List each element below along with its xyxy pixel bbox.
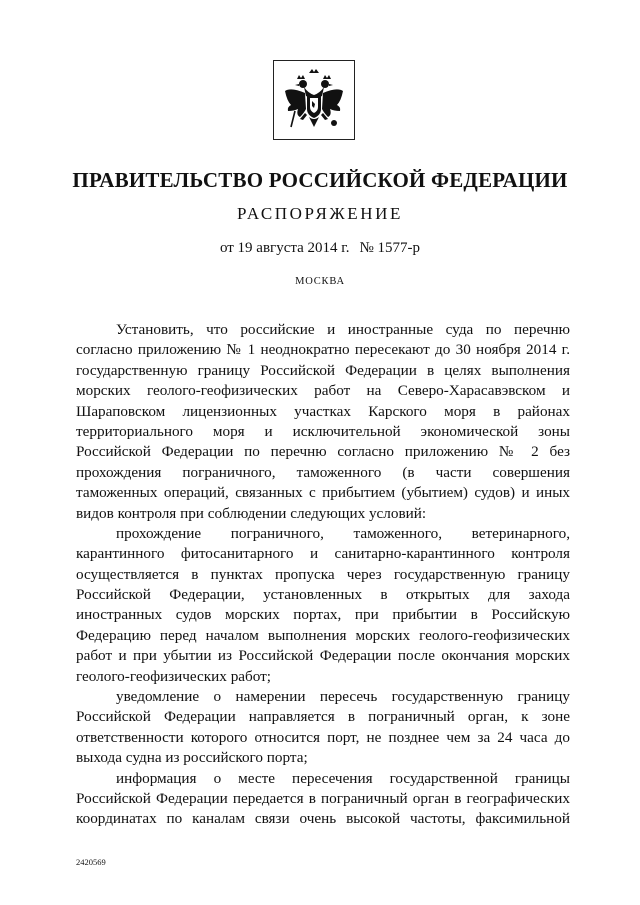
document-date: от 19 августа 2014 г. (219, 240, 350, 256)
body-line: Федерацию перед началом выполнения морских геолого-геофизических (76, 626, 570, 644)
document-code: 2420569 (76, 857, 106, 867)
body-line: Российской Федерации, установленных в открытых для захода (76, 586, 570, 604)
body-line: согласно приложению № 1 неоднократно пересекают до 30 ноября 2014 г. (76, 341, 570, 359)
document-type: РАСПОРЯЖЕНИЕ (236, 204, 404, 223)
body-line: прохождение пограничного, таможенного, ветеринарного, (116, 524, 570, 542)
double-headed-eagle-icon (283, 67, 345, 133)
body-line: работ и при убытии из Российской Федерации после окончания морских (76, 647, 570, 665)
document-number: № 1577-р (359, 240, 421, 256)
coat-of-arms-emblem (273, 60, 355, 140)
body-line: выхода судна из российского порта; (76, 749, 308, 767)
body-line: морских геолого-геофизических работ на Северо-Харасавэвском и (76, 382, 570, 400)
government-title: ПРАВИТЕЛЬСТВО РОССИЙСКОЙ ФЕДЕРАЦИИ (72, 168, 568, 192)
body-line: Российской Федерации по перечню согласно приложению № 2 без (76, 443, 570, 461)
document-city: МОСКВА (295, 276, 345, 287)
body-line: ответственности которого относится порт, не позднее чем за 24 часа до (76, 728, 570, 746)
document-body (76, 320, 570, 830)
body-line: Российской Федерации передается в пограничный орган в географических (76, 789, 570, 807)
body-line: территориального моря и исключительной экономической зоны (76, 422, 570, 440)
body-line: геолого-геофизических работ; (76, 667, 272, 685)
body-line: Российской Федерации направляется в пограничный орган, к зоне (76, 708, 570, 726)
body-line: Шараповском лицензионных участках Карского моря в районах (76, 402, 570, 420)
document-date-line (0, 240, 640, 257)
body-line: видов контроля при соблюдении следующих условий: (76, 504, 427, 522)
body-line: уведомление о намерении пересечь государственную границу (116, 688, 570, 706)
body-line: иностранных судов морских портах, при прибытии в Российскую (76, 606, 570, 624)
body-line: координатах по каналам связи очень высокой частоты, факсимильной (76, 810, 570, 828)
body-line: Установить, что российские и иностранные суда по перечню (116, 321, 570, 338)
body-line: прохождения пограничного, таможенного (в части совершения (76, 463, 570, 481)
body-line: карантинного фитосанитарного и санитарно-карантинного контроля (76, 545, 570, 563)
body-line: государственную границу Российской Федерации в целях выполнения (76, 361, 570, 379)
body-line: осуществляется в пунктах пропуска через государственную границу (76, 565, 570, 583)
body-line: таможенных операций, связанных с прибытием (убытием) судов) и иных (76, 484, 570, 502)
body-line: информация о месте пересечения государственной границы (116, 769, 570, 787)
